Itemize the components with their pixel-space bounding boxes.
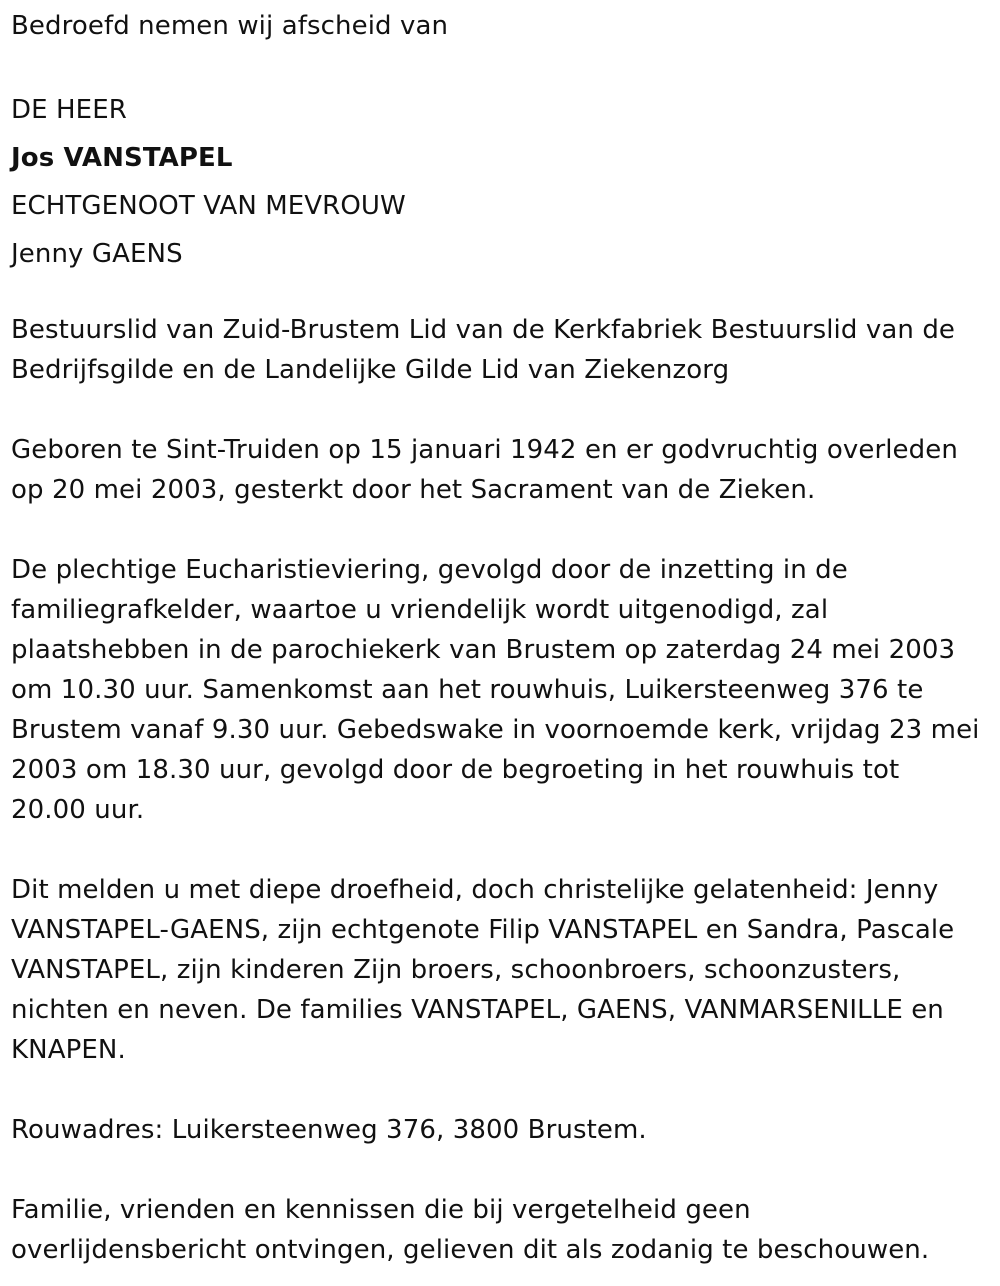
paragraph-line: VANSTAPEL-GAENS, zijn echtgenote Filip VANSTAPEL en Sandra, Pascale (11, 915, 955, 945)
spouse-name: Jenny GAENS (11, 239, 183, 269)
spacer (11, 46, 991, 86)
paragraph-line: Bestuurslid van Zuid-Brustem Lid van de Kerkfabriek Bestuurslid van de (11, 315, 956, 345)
deceased-name: Jos VANSTAPEL (11, 143, 233, 173)
paragraph-line: 2003 om 18.30 uur, gevolgd door de begroeting in het rouwhuis tot (11, 755, 900, 785)
deceased-title: DE HEER (11, 95, 127, 125)
paragraph-line: nichten en neven. De families VANSTAPEL, GAENS, VANMARSENILLE en (11, 995, 944, 1025)
paragraph-line: op 20 mei 2003, gesterkt door het Sacrament van de Zieken. (11, 475, 816, 505)
spacer (11, 278, 991, 310)
paragraph-line: Geboren te Sint-Truiden op 15 januari 1942 en er godvruchtig overleden (11, 435, 958, 465)
family-paragraph (11, 870, 991, 1070)
paragraph-line: om 10.30 uur. Samenkomst aan het rouwhuis, Luikersteenweg 376 te (11, 675, 924, 705)
spouse-label: ECHTGENOOT VAN MEVROUW (11, 191, 406, 221)
paragraph-line: familiegrafkelder, waartoe u vriendelijk wordt uitgenodigd, zal (11, 595, 829, 625)
paragraph-line: Brustem vanaf 9.30 uur. Gebedswake in voornoemde kerk, vrijdag 23 mei (11, 715, 980, 745)
spacer (11, 1070, 991, 1110)
paragraph-line: VANSTAPEL, zijn kinderen Zijn broers, schoonbroers, schoonzusters, (11, 955, 901, 985)
functions-paragraph (11, 310, 991, 390)
paragraph-line: overlijdensbericht ontvingen, gelieven dit als zodanig te beschouwen. (11, 1235, 930, 1265)
obituary-document (11, 6, 991, 1270)
paragraph-line: Familie, vrienden en kennissen die bij vergetelheid geen (11, 1195, 751, 1225)
paragraph-line: 20.00 uur. (11, 795, 145, 825)
intro-text: Bedroefd nemen wij afscheid van (11, 11, 449, 41)
paragraph-line: De plechtige Eucharistieviering, gevolgd door de inzetting in de (11, 555, 848, 585)
address-text: Rouwadres: Luikersteenweg 376, 3800 Brustem. (11, 1115, 647, 1145)
spacer (11, 830, 991, 870)
paragraph-line: Dit melden u met diepe droefheid, doch christelijke gelatenheid: Jenny (11, 875, 939, 905)
spacer (11, 1150, 991, 1190)
spacer (11, 510, 991, 550)
spacer (11, 390, 991, 430)
closing-paragraph (11, 1190, 991, 1270)
paragraph-line: Bedrijfsgilde en de Landelijke Gilde Lid van Ziekenzorg (11, 355, 730, 385)
birth-death-paragraph (11, 430, 991, 510)
paragraph-line: plaatshebben in de parochiekerk van Brustem op zaterdag 24 mei 2003 (11, 635, 956, 665)
ceremony-paragraph (11, 550, 991, 830)
paragraph-line: KNAPEN. (11, 1035, 126, 1065)
